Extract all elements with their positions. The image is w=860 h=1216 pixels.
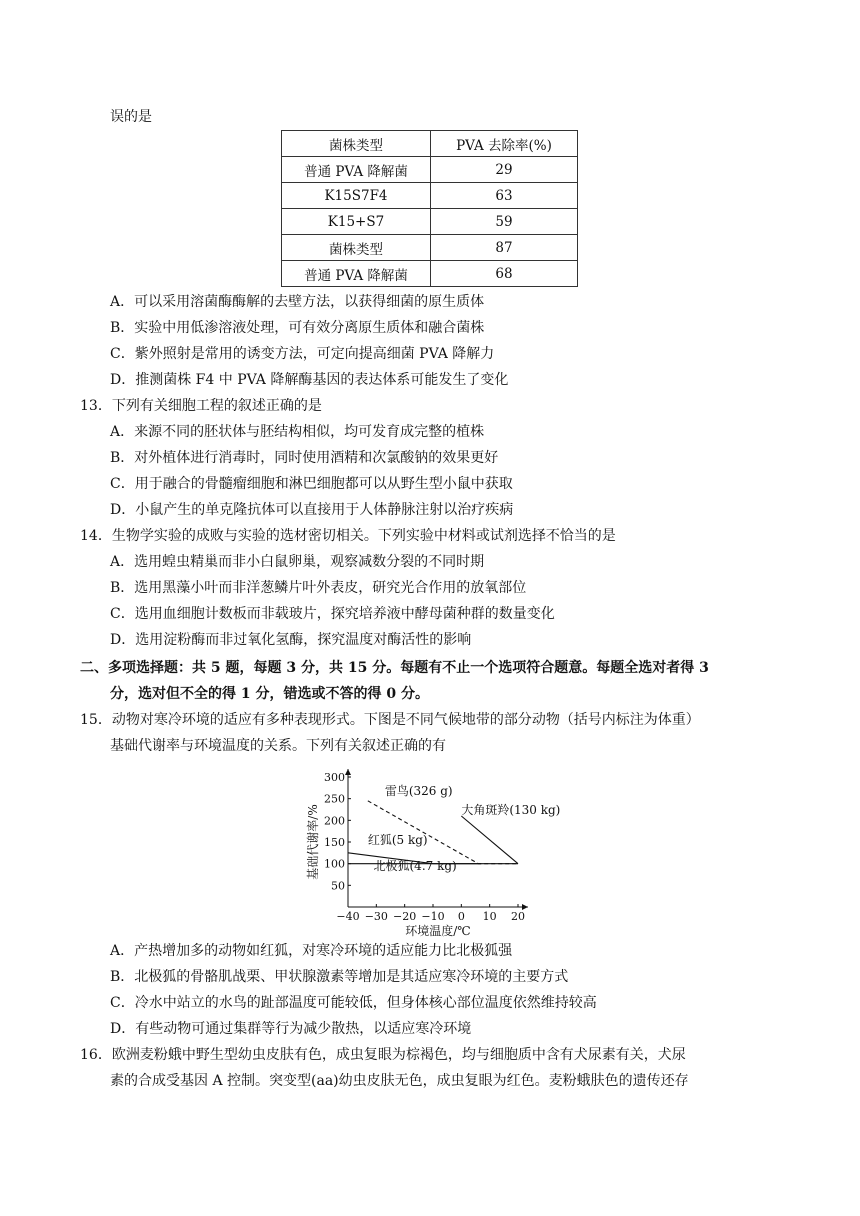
q13-option-b: B．对外植体进行消毒时，同时使用酒精和次氯酸钠的效果更好 [110,450,499,466]
table-cell: 普通 PVA 降解菌 [282,157,431,183]
table-cell: 63 [431,183,578,209]
series-line [461,816,518,864]
section2-heading-cont: 分，选对但不全的得 1 分，错选或不答的得 0 分。 [110,686,429,702]
y-tick-label: 250 [324,792,345,806]
q13-option-d: D．小鼠产生的单克隆抗体可以直接用于人体静脉注射以治疗疾病 [110,502,514,518]
series-label: 雷鸟(326 g) [384,784,453,799]
table-row [282,209,578,235]
series-label: 北极狐(4.7 kg) [373,859,457,874]
table-header-cell: PVA 去除率(%) [431,131,578,157]
q14-option-d: D．选用淀粉酶而非过氧化氢酶，探究温度对酶活性的影响 [110,632,472,648]
y-tick-label: 200 [324,814,345,828]
table-cell: K15S7F4 [282,183,431,209]
table-cell: 菌株类型 [282,235,431,261]
x-tick-label: 20 [511,910,525,923]
q14-option-c: C．选用血细胞计数板而非载玻片，探究培养液中酵母菌种群的数量变化 [110,606,555,622]
x-tick-label: −20 [393,910,417,923]
table-cell: 87 [431,235,578,261]
x-tick-label: −10 [421,910,445,923]
q16-stem: 16．欧洲麦粉蛾中野生型幼虫皮肤有色，成虫复眼为棕褐色，均与细胞质中含有犬尿素有关，犬尿 [80,1047,686,1063]
table-row [282,183,578,209]
intro-tail: 误的是 [110,109,152,125]
y-tick-label: 300 [324,771,345,784]
y-tick-label: 150 [324,836,345,849]
x-tick-label: 0 [457,910,465,923]
table-cell: 68 [431,261,578,287]
table-cell: 59 [431,209,578,235]
q14-option-a: A．选用蝗虫精巢而非小白鼠卵巢，观察减数分裂的不同时期 [110,554,485,570]
q12-option-b: B．实验中用低渗溶液处理，可有效分离原生质体和融合菌株 [110,320,485,336]
q13-stem: 13．下列有关细胞工程的叙述正确的是 [80,398,322,414]
strain-table [281,130,578,287]
y-axis-label: 基础代谢率/% [306,804,320,880]
table-cell: 29 [431,157,578,183]
y-tick-label: 50 [331,879,345,893]
table-cell: K15+S7 [282,209,431,235]
q15-option-d: D．有些动物可通过集群等行为减少散热，以适应寒冷环境 [110,1021,472,1037]
q14-stem: 14．生物学实验的成败与实验的选材密切相关。下列实验中材料或试剂选择不恰当的是 [80,528,616,544]
y-axis-arrow [345,769,351,775]
series-label: 大角斑羚(130 kg) [461,802,561,817]
q16-stem-cont: 素的合成受基因 A 控制。突变型(aa)幼虫皮肤无色，成虫复眼为红色。麦粉蛾肤色的遗传还存 [110,1073,689,1089]
q15-stem: 15．动物对寒冷环境的适应有多种表现形式。下图是不同气候地带的部分动物（括号内标注为体重） [80,712,700,728]
q12-option-c: C．紫外照射是常用的诱变方法，可定向提高细菌 PVA 降解力 [110,346,495,362]
q15-option-b: B．北极狐的骨骼肌战栗、甲状腺激素等增加是其适应寒冷环境的主要方式 [110,969,569,985]
q14-option-b: B．选用黑藻小叶而非洋葱鳞片叶外表皮，研究光合作用的放氧部位 [110,580,527,596]
table-cell: 普通 PVA 降解菌 [282,261,431,287]
q15-option-c: C．冷水中站立的水鸟的趾部温度可能较低，但身体核心部位温度依然维持较高 [110,995,597,1011]
x-tick-label: −30 [364,910,388,923]
y-tick-label: 100 [324,857,345,871]
section2-heading: 二、多项选择题：共 5 题，每题 3 分，共 15 分。每题有不止一个选项符合题意。每题全选对者得 3 [80,660,709,676]
q12-option-d: D．推测菌株 F4 中 PVA 降解酶基因的表达体系可能发生了变化 [110,372,509,388]
table-row [282,235,578,261]
x-tick-label: −40 [336,910,360,923]
q12-option-a: A．可以采用溶菌酶酶解的去壁方法，以获得细菌的原生质体 [110,294,485,310]
table-header-cell: 菌株类型 [282,131,431,157]
metabolic-rate-chart [300,762,561,938]
q15-option-a: A．产热增加多的动物如红狐，对寒冷环境的适应能力比北极狐强 [110,943,513,959]
q13-option-a: A．来源不同的胚状体与胚结构相似，均可发育成完整的植株 [110,424,485,440]
x-axis-label: 环境温度/℃ [405,924,471,938]
table-header-row [282,131,578,157]
q13-option-c: C．用于融合的骨髓瘤细胞和淋巴细胞都可以从野生型小鼠中获取 [110,476,513,492]
table-row [282,261,578,287]
series-label: 红狐(5 kg) [367,833,428,848]
x-tick-label: 10 [482,910,497,923]
q15-stem-cont: 基础代谢率与环境温度的关系。下列有关叙述正确的有 [110,738,446,754]
table-row [282,157,578,183]
